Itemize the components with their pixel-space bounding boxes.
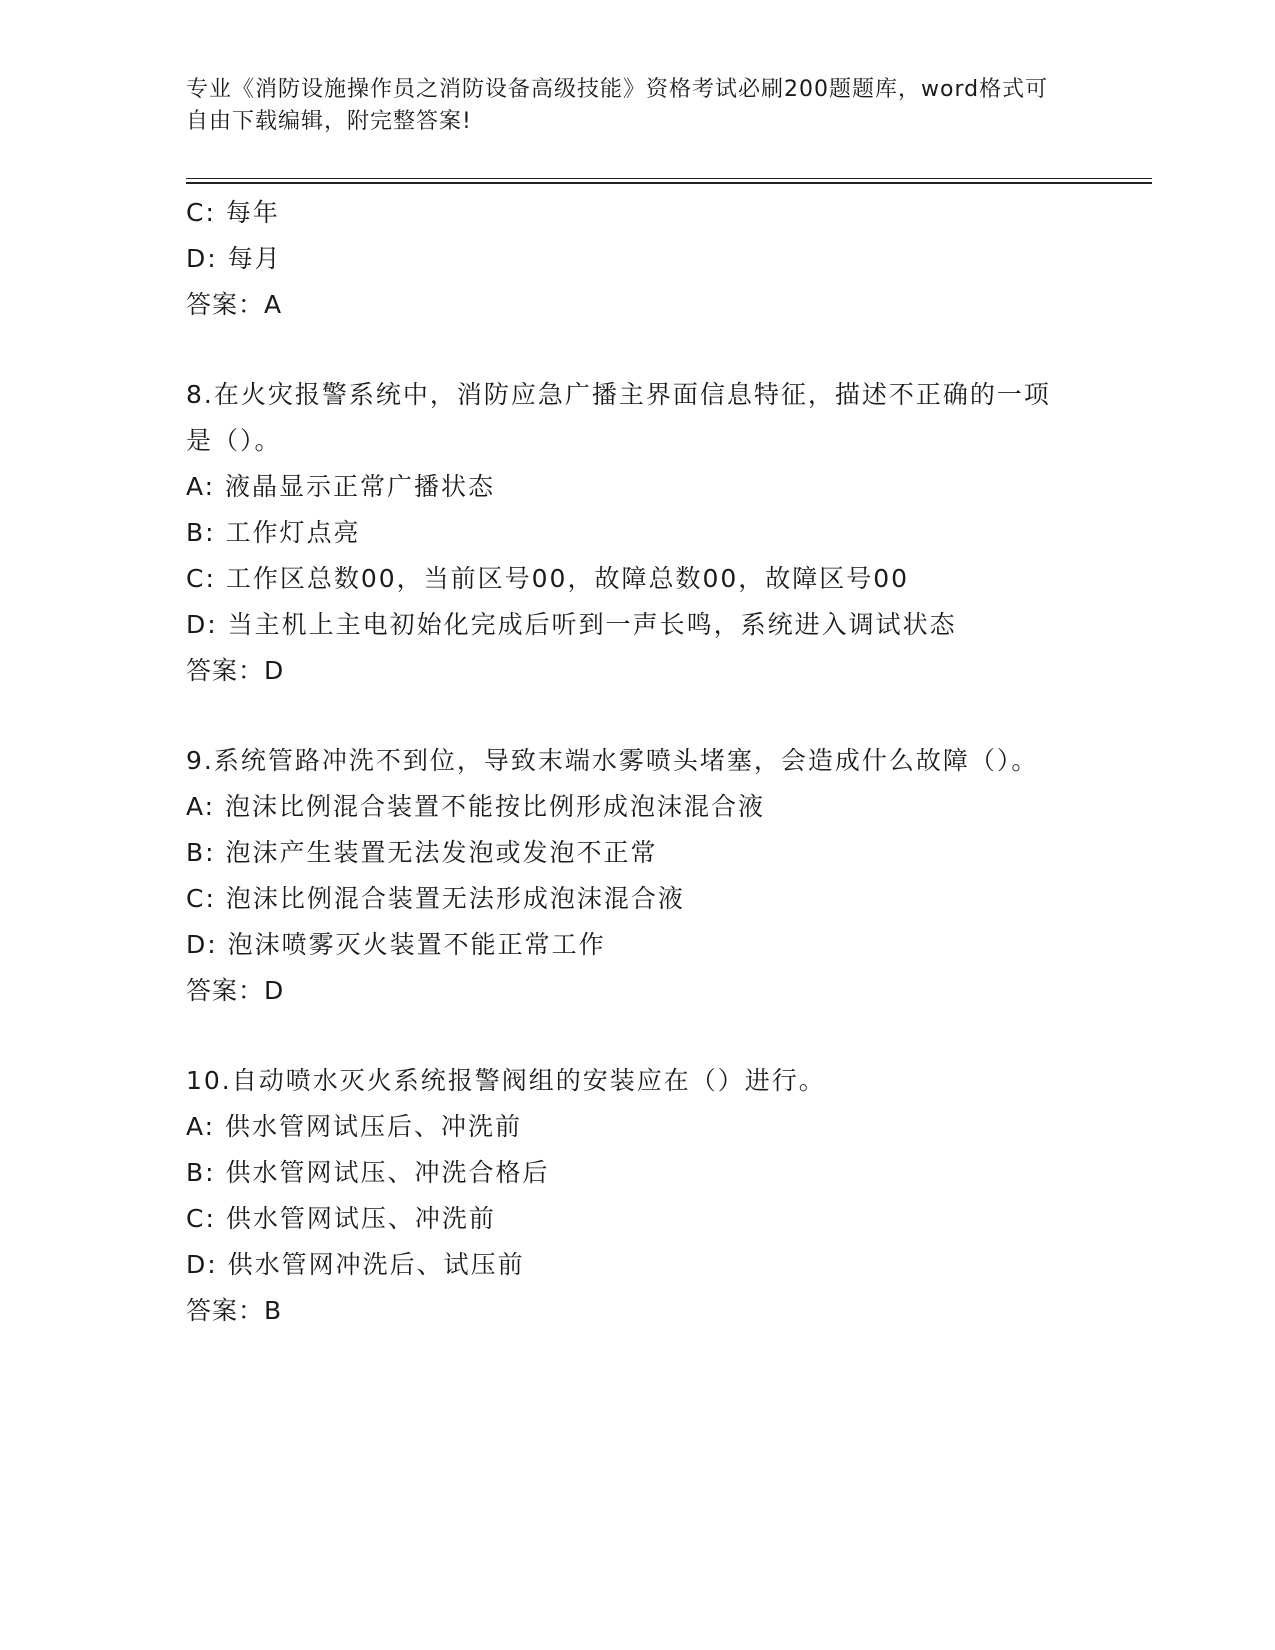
document-title: 专业《消防设施操作员之消防设备高级技能》资格考试必刷200题题库，word格式可自由下载编辑，附完整答案! [186, 77, 1049, 134]
spacer [186, 328, 1086, 372]
option-d: D: 每月 [186, 244, 282, 273]
spacer [186, 694, 1086, 738]
option-a: A: 泡沫比例混合装置不能按比例形成泡沫混合液 [186, 792, 766, 821]
header-rule-thin [186, 178, 1152, 179]
document-header [186, 74, 1066, 138]
question-text: 9.系统管路冲洗不到位，导致末端水雾喷头堵塞，会造成什么故障（）。 [186, 746, 1039, 775]
option-b: B: 供水管网试压、冲洗合格后 [186, 1158, 550, 1187]
option-c: C: 工作区总数00，当前区号00，故障总数00，故障区号00 [186, 564, 910, 593]
question-text: 10.自动喷水灭火系统报警阀组的安装应在（）进行。 [186, 1066, 826, 1095]
option-c: C: 泡沫比例混合装置无法形成泡沫混合液 [186, 884, 685, 913]
spacer [186, 1014, 1086, 1058]
answer-line: 答案：B [186, 1296, 283, 1325]
answer-line: 答案：D [186, 656, 285, 685]
question-8 [186, 372, 1086, 694]
option-c: C: 供水管网试压、冲洗前 [186, 1204, 496, 1233]
option-d: D: 泡沫喷雾灭火装置不能正常工作 [186, 930, 606, 959]
option-a: A: 供水管网试压后、冲洗前 [186, 1112, 523, 1141]
question-text: 8.在火灾报警系统中，消防应急广播主界面信息特征，描述不正确的一项是（）。 [186, 380, 1051, 455]
option-b: B: 泡沫产生装置无法发泡或发泡不正常 [186, 838, 658, 867]
answer-line: 答案：D [186, 976, 285, 1005]
option-d: D: 供水管网冲洗后、试压前 [186, 1250, 525, 1279]
header-rule-thick [186, 182, 1152, 184]
previous-question-tail [186, 190, 1086, 328]
question-9 [186, 738, 1086, 1014]
option-c: C: 每年 [186, 198, 280, 227]
question-10 [186, 1058, 1086, 1334]
option-d: D: 当主机上主电初始化完成后听到一声长鸣，系统进入调试状态 [186, 610, 957, 639]
question-list [186, 190, 1086, 1334]
option-b: B: 工作灯点亮 [186, 518, 361, 547]
option-a: A: 液晶显示正常广播状态 [186, 472, 496, 501]
answer-line: 答案：A [186, 290, 283, 319]
